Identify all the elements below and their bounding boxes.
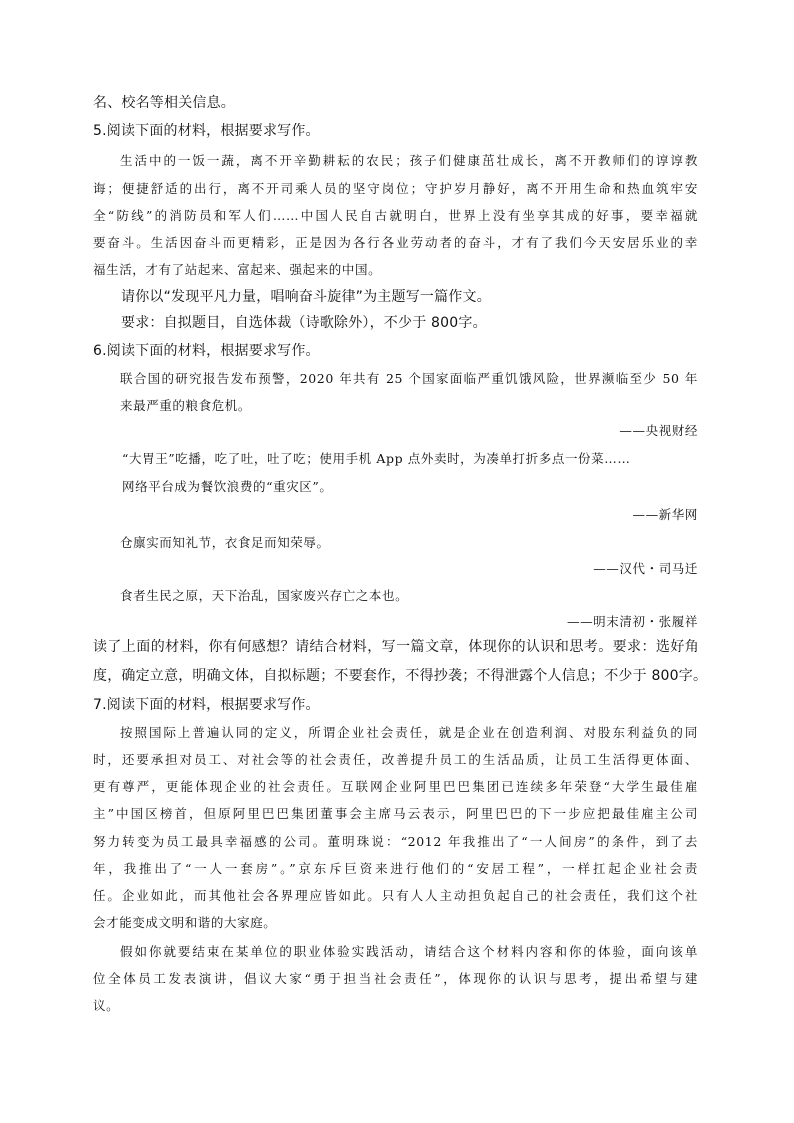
q6-quote-line: 联合国的研究报告发布预警，2020 年共有 25 个国家面临严重饥饿风险，世界濒临至少 50 年 — [120, 371, 698, 386]
q7-material-line: 努力转变为员工最具幸福感的公司。董明珠说：“2012 年我推出了“一人间房”的条件，到了去 — [93, 834, 698, 849]
q7-prompt-line: 假如你就要结束在某单位的职业体验实践活动，请结合这个材料内容和你的体验，面向该单 — [120, 944, 698, 959]
q5-requirement: 要求：自拟题目，自选体裁（诗歌除外），不少于 800字。 — [121, 315, 487, 331]
q5-material-line: 要奋斗。生活因奋斗而更精彩，正是因为各行各业劳动者的奋斗，才有了我们今天安居乐业的幸 — [93, 235, 698, 250]
q6-prompt-line: 度，确定立意，明确文体，自拟标题；不要套作，不得抄袭；不得泄露个人信息；不少于 800字。 — [93, 668, 708, 684]
q6-quote-line: 网络平台成为餐饮浪费的“重灾区”。 — [122, 479, 333, 494]
q7-material-line: 年，我推出了“一人一套房”。”京东斥巨资来进行他们的“安居工程”，一样扛起企业社会责 — [93, 861, 698, 876]
q7-material-line: 时，还要承担对员工、对社会等的社会责任，改善提升员工的生活品质，让员工生活得更体面、 — [93, 752, 698, 767]
q5-material-line: 生活中的一饭一蔬，离不开辛勤耕耘的农民；孩子们健康茁壮成长，离不开教师们的谆谆教 — [120, 153, 698, 168]
q5-heading: 5.阅读下面的材料，根据要求写作。 — [93, 123, 320, 139]
q6-source: ——新华网 — [632, 507, 698, 522]
q6-source: ——汉代・司马迁 — [593, 561, 698, 576]
q7-material-line: 更有尊严，更能体现企业的社会责任。互联网企业阿里巴巴集团已连续多年荣登“大学生最佳雇 — [93, 779, 698, 794]
q5-material-line: 诲；便捷舒适的出行，离不开司乘人员的坚守岗位；守护岁月静好，离不开用生命和热血筑牢安 — [93, 181, 698, 196]
q5-prompt: 请你以“发现平凡力量，唱响奋斗旋律”为主题写一篇作文。 — [121, 289, 491, 305]
q5-material-line: 全“防线”的消防员和军人们……中国人民自古就明白，世界上没有坐享其成的好事，要幸福就 — [93, 208, 698, 223]
q6-heading: 6.阅读下面的材料，根据要求写作。 — [93, 343, 320, 359]
q6-source: ——央视财经 — [619, 423, 698, 438]
q5-material-line: 福生活，才有了站起来、富起来、强起来的中国。 — [93, 262, 382, 277]
q7-material-line: 任。企业如此，而其他社会各界理应皆如此。只有人人主动担负起自己的社会责任，我们这个社 — [93, 888, 698, 903]
q7-material-line: 主”中国区榜首，但原阿里巴巴集团董事会主席马云表示，阿里巴巴的下一步应把最佳雇主公司 — [93, 806, 698, 821]
continuation-text: 名、校名等相关信息。 — [93, 95, 235, 111]
q6-quote-line: 来最严重的粮食危机。 — [120, 398, 252, 413]
q7-material-line: 按照国际上普遍认同的定义，所谓企业社会责任，就是企业在创造利润、对股东利益负的同 — [120, 725, 698, 740]
q6-quote-line: 食者生民之原，天下治乱，国家废兴存亡之本也。 — [120, 588, 409, 603]
q6-prompt-line: 读了上面的材料，你有何感想？请结合材料，写一篇文章，体现你的认识和思考。要求：选好角 — [93, 639, 699, 655]
q6-quote-line: 仓廪实而知礼节，衣食足而知荣辱。 — [120, 535, 330, 550]
q7-prompt-line: 议。 — [93, 998, 120, 1013]
q7-heading: 7.阅读下面的材料，根据要求写作。 — [93, 697, 320, 713]
q6-quote-line: “大胃王”吃播，吃了吐，吐了吃；使用手机 App 点外卖时，为凑单打折多点一份菜…… — [122, 451, 631, 466]
q7-prompt-line: 位全体员工发表演讲，倡议大家“勇于担当社会责任”，体现你的认识与思考，提出希望与建 — [93, 971, 698, 986]
q6-source: ——明末清初・张履祥 — [566, 614, 698, 629]
q7-material-line: 会才能变成文明和谐的大家庭。 — [93, 915, 277, 930]
